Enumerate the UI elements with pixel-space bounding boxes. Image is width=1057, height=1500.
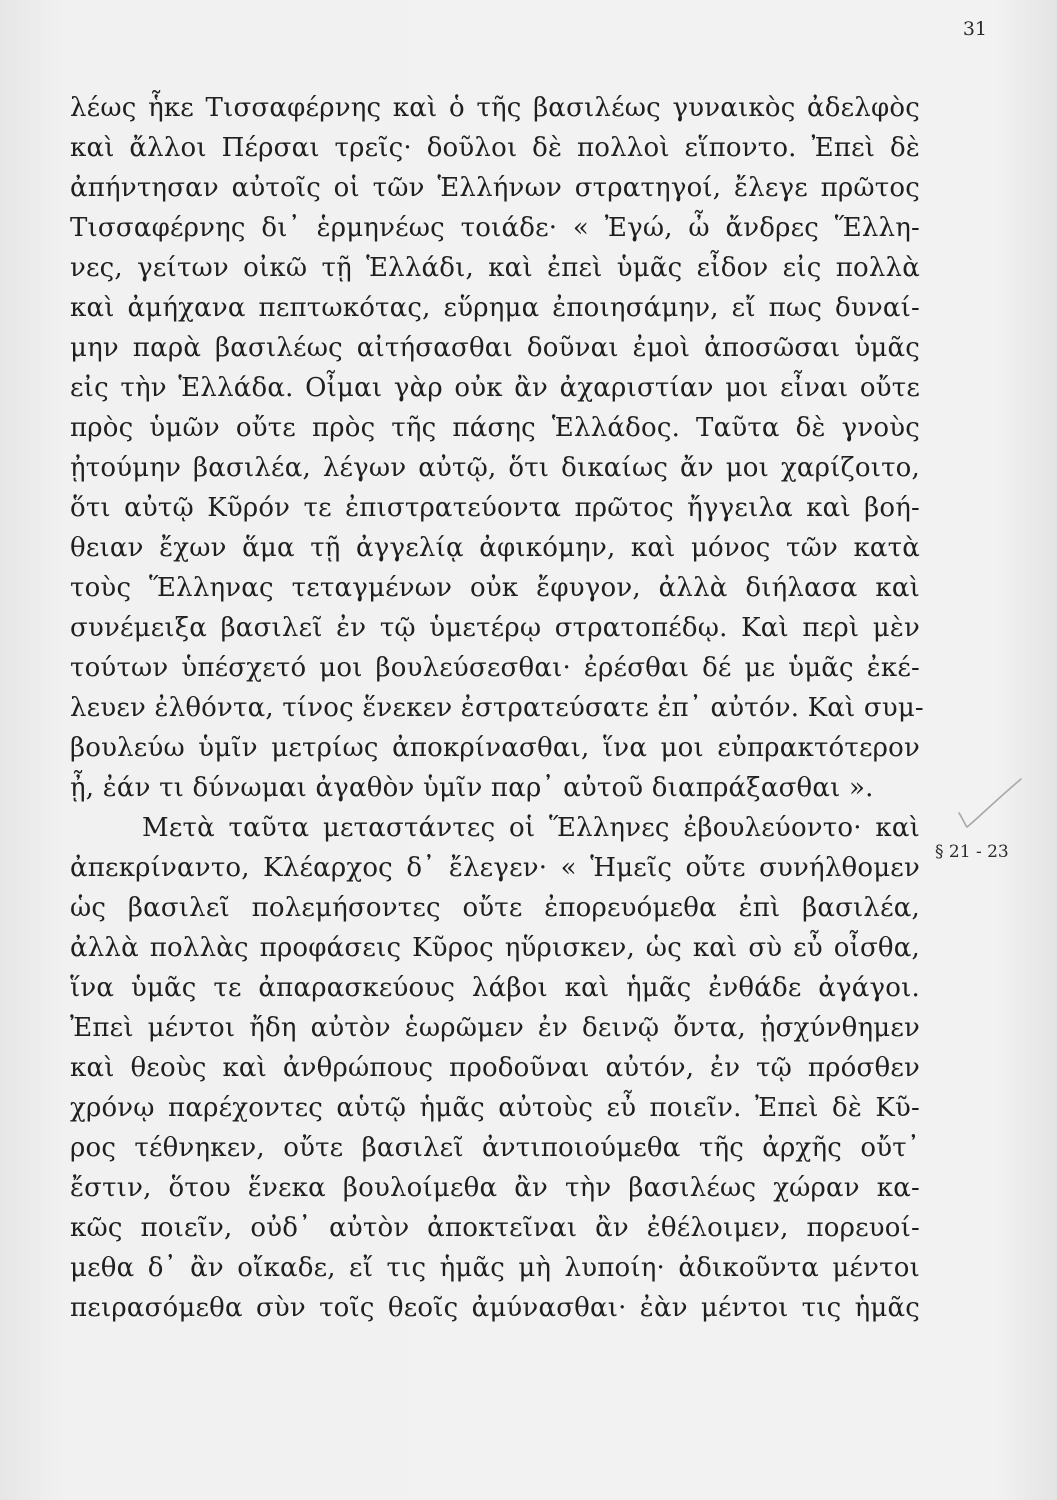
text-line: συνέμειξα βασιλεῖ ἐν τῷ ὑμετέρῳ στρατοπέδῳ. Καὶ περὶ μὲν	[70, 613, 920, 643]
paragraph-start-line: Μετὰ ταῦτα μεταστάντες οἱ Ἕλληνες ἐβουλεύοντο· καὶ	[142, 813, 920, 843]
text-line: τοὺς Ἕλληνας τεταγμένων οὐκ ἔφυγον, ἀλλὰ διήλασα καὶ	[70, 573, 920, 603]
text-line: ὡς βασιλεῖ πολεμήσοντες οὔτε ἐπορευόμεθα ἐπὶ βασιλέα,	[70, 893, 920, 923]
text-line: μην παρὰ βασιλέως αἰτήσασθαι δοῦναι ἐμοὶ ἀποσῶσαι ὑμᾶς	[70, 333, 920, 363]
text-line: ἀπήντησαν αὐτοῖς οἱ τῶν Ἑλλήνων στρατηγοί, ἔλεγε πρῶτος	[70, 173, 920, 203]
text-line: ἀπεκρίναντο, Κλέαρχος δ᾽ ἔλεγεν· « Ἡμεῖς οὔτε συνήλθομεν	[70, 853, 920, 883]
text-line: βουλεύω ὑμῖν μετρίως ἀποκρίνασθαι, ἵνα μοι εὐπρακτότερον	[70, 733, 920, 763]
text-line: ἀλλὰ πολλὰς προφάσεις Κῦρος ηὕρισκεν, ὡς καὶ σὺ εὖ οἶσθα,	[70, 933, 920, 963]
text-line: ᾐτούμην βασιλέα, λέγων αὐτῷ, ὅτι δικαίως ἄν μοι χαρίζοιτο,	[70, 453, 920, 483]
margin-section-reference: § 21 - 23	[935, 842, 1009, 862]
text-line: ᾖ, ἐάν τι δύνωμαι ἀγαθὸν ὑμῖν παρ᾽ αὐτοῦ διαπράξασθαι ».	[70, 773, 874, 803]
greek-text-block	[70, 88, 924, 1328]
text-line: ὅτι αὐτῷ Κῦρόν τε ἐπιστρατεύοντα πρῶτος ἤγγειλα καὶ βοή-	[70, 493, 920, 523]
text-line: ἔστιν, ὅτου ἕνεκα βουλοίμεθα ἂν τὴν βασιλέως χώραν κα-	[70, 1173, 920, 1203]
text-line: θειαν ἔχων ἅμα τῇ ἀγγελίᾳ ἀφικόμην, καὶ μόνος τῶν κατὰ	[70, 533, 920, 563]
text-line: λευεν ἐλθόντα, τίνος ἕνεκεν ἐστρατεύσατε ἐπ᾽ αὐτόν. Καὶ συμ-	[70, 693, 924, 723]
text-line: κῶς ποιεῖν, οὐδ᾽ αὐτὸν ἀποκτεῖναι ἂν ἐθέλοιμεν, πορευοί-	[70, 1213, 920, 1243]
text-line: λέως ἧκε Τισσαφέρνης καὶ ὁ τῆς βασιλέως γυναικὸς ἀδελφὸς	[70, 93, 920, 123]
text-line: χρόνῳ παρέχοντες αὑτῷ ἡμᾶς αὐτοὺς εὖ ποιεῖν. Ἐπεὶ δὲ Κῦ-	[70, 1093, 920, 1123]
text-line: νες, γείτων οἰκῶ τῇ Ἑλλάδι, καὶ ἐπεὶ ὑμᾶς εἶδον εἰς πολλὰ	[70, 253, 920, 283]
text-line: ρος τέθνηκεν, οὔτε βασιλεῖ ἀντιποιούμεθα τῆς ἀρχῆς οὔτ᾽	[70, 1133, 920, 1163]
text-line: καὶ ἄλλοι Πέρσαι τρεῖς· δοῦλοι δὲ πολλοὶ εἵποντο. Ἐπεὶ δὲ	[70, 133, 920, 163]
text-line: τούτων ὑπέσχετό μοι βουλεύσεσθαι· ἐρέσθαι δέ με ὑμᾶς ἐκέ-	[70, 653, 920, 683]
page-number: 31	[962, 18, 987, 40]
text-line: πειρασόμεθα σὺν τοῖς θεοῖς ἀμύνασθαι· ἐὰν μέντοι τις ἡμᾶς	[70, 1293, 920, 1323]
text-line: Ἐπεὶ μέντοι ἤδη αὐτὸν ἑωρῶμεν ἐν δεινῷ ὄντα, ᾐσχύνθημεν	[70, 1013, 920, 1043]
text-line: μεθα δ᾽ ἂν οἴκαδε, εἴ τις ἡμᾶς μὴ λυποίη· ἀδικοῦντα μέντοι	[70, 1253, 920, 1283]
text-line: εἰς τὴν Ἑλλάδα. Οἶμαι γὰρ οὐκ ἂν ἀχαριστίαν μοι εἶναι οὔτε	[70, 373, 920, 403]
text-line: ἵνα ὑμᾶς τε ἀπαρασκεύους λάβοι καὶ ἡμᾶς ἐνθάδε ἀγάγοι.	[70, 973, 920, 1003]
text-line: πρὸς ὑμῶν οὔτε πρὸς τῆς πάσης Ἑλλάδος. Ταῦτα δὲ γνοὺς	[70, 413, 920, 443]
text-line: Τισσαφέρνης δι᾽ ἑρμηνέως τοιάδε· « Ἐγώ, ὦ ἄνδρες Ἕλλη-	[70, 213, 920, 243]
pencil-checkmark-icon	[955, 775, 1025, 835]
text-line: καὶ θεοὺς καὶ ἀνθρώπους προδοῦναι αὐτόν, ἐν τῷ πρόσθεν	[70, 1053, 920, 1083]
text-line: καὶ ἀμήχανα πεπτωκότας, εὕρημα ἐποιησάμην, εἴ πως δυναί-	[70, 293, 920, 323]
